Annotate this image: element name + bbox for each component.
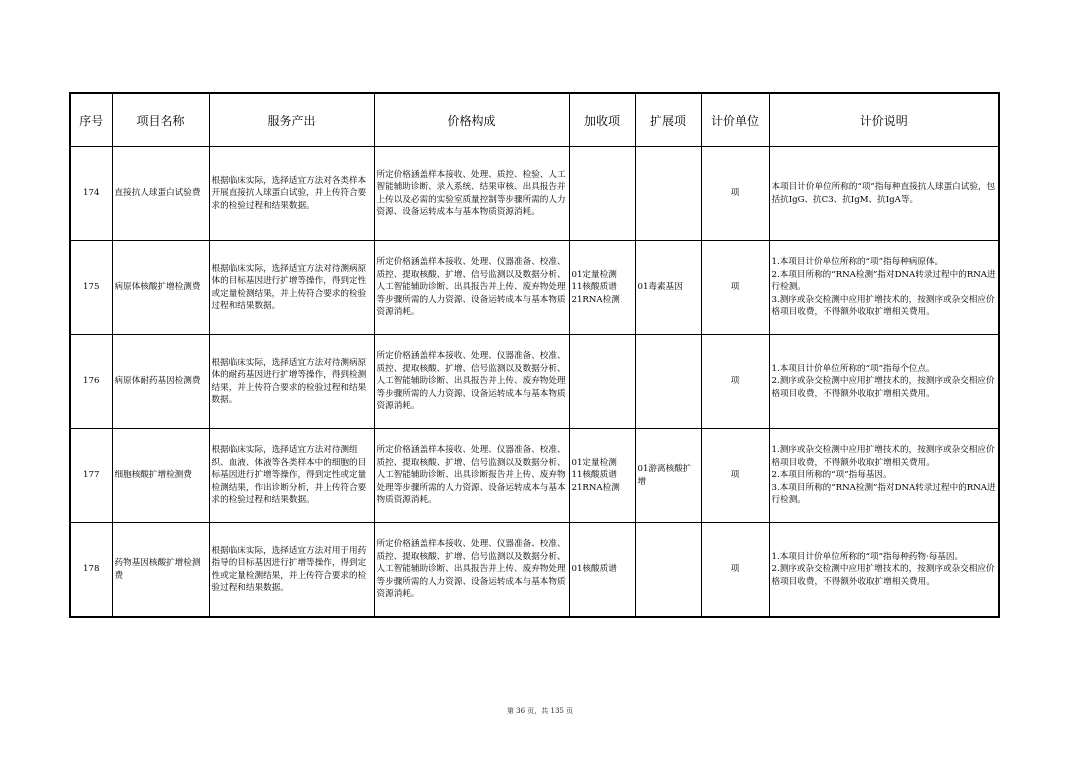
header-note: 计价说明 (769, 93, 999, 147)
cell-surcharge: 01定量检测 11核酸质谱 21RNA检测 (569, 429, 635, 523)
cell-price: 所定价格涵盖样本接收、处理、仪器准备、校准、质控、提取核酸、扩增、信号监测以及数据分析、人工智能辅助诊断、出具报告并上传、废弃物处理等步骤所需的人力资源、设备运转成本与基本物质资源消耗。 (374, 241, 569, 335)
cell-seq: 177 (70, 429, 112, 523)
cell-price: 所定价格涵盖样本接收、处理、仪器准备、校准、质控、提取核酸、扩增、信号监测以及数据分析、人工智能辅助诊断、出具诊断报告并上传、废弃物处理等步骤所需的人力资源、设备运转成本与基本物质资源消耗。 (374, 429, 569, 523)
table-row (70, 335, 999, 429)
cell-surcharge: 01定量检测 11核酸质谱 21RNA检测 (569, 241, 635, 335)
cell-seq: 176 (70, 335, 112, 429)
header-unit: 计价单位 (701, 93, 769, 147)
cell-output: 根据临床实际，选择适宜方法对待测组织、血液、体液等各类样本中的细胞的目标基因进行扩增等操作，得到定性或定量检测结果，作出诊断分析，并上传符合要求的检验过程和结果数据。 (209, 429, 374, 523)
cell-extension (635, 335, 701, 429)
header-name: 项目名称 (112, 93, 209, 147)
cell-extension: 01毒素基因 (635, 241, 701, 335)
cell-unit: 项 (701, 241, 769, 335)
header-extension: 扩展项 (635, 93, 701, 147)
cell-surcharge (569, 147, 635, 241)
cell-seq: 178 (70, 523, 112, 618)
cell-unit: 项 (701, 429, 769, 523)
cell-name: 病原体耐药基因检测费 (112, 335, 209, 429)
fee-schedule-table (69, 92, 1000, 618)
cell-output: 根据临床实际，选择适宜方法对各类样本开展直接抗人球蛋白试验，并上传符合要求的检验过程和结果数据。 (209, 147, 374, 241)
cell-surcharge (569, 335, 635, 429)
cell-extension: 01游离核酸扩增 (635, 429, 701, 523)
cell-note: 1.测序或杂交检测中应用扩增技术的，按测序或杂交相应价格项目收费，不得额外收取扩增相关费用。 2.本项目所称的“项”指每基因。 3.本项目所称的“RNA检测”指对DNA转录过程中的RNA进行检测。 (769, 429, 999, 523)
cell-seq: 174 (70, 147, 112, 241)
cell-price: 所定价格涵盖样本接收、处理、质控、检验、人工智能辅助诊断、录入系统、结果审核、出具报告并上传以及必需的实验室质量控制等步骤所需的人力资源、设备运转成本与基本物质资源消耗。 (374, 147, 569, 241)
cell-name: 直接抗人球蛋白试验费 (112, 147, 209, 241)
cell-extension (635, 147, 701, 241)
cell-unit: 项 (701, 523, 769, 618)
header-output: 服务产出 (209, 93, 374, 147)
cell-note: 1.本项目计价单位所称的“项”指每个位点。 2.测序或杂交检测中应用扩增技术的，按测序或杂交相应价格项目收费，不得额外收取扩增相关费用。 (769, 335, 999, 429)
table-row (70, 147, 999, 241)
cell-note: 1.本项目计价单位所称的“项”指每种病原体。 2.本项目所称的“RNA检测”指对DNA转录过程中的RNA进行检测。 3.测序或杂交检测中应用扩增技术的，按测序或杂交相应价格项目收费，不得额外收取扩增相关费用。 (769, 241, 999, 335)
cell-name: 病原体核酸扩增检测费 (112, 241, 209, 335)
cell-name: 药物基因核酸扩增检测费 (112, 523, 209, 618)
cell-unit: 项 (701, 147, 769, 241)
cell-note: 1.本项目计价单位所称的“项”指每种药物·每基因。 2.测序或杂交检测中应用扩增技术的，按测序或杂交相应价格项目收费，不得额外收取扩增相关费用。 (769, 523, 999, 618)
cell-output: 根据临床实际，选择适宜方法对待测病原体的目标基因进行扩增等操作，得到定性或定量检测结果，并上传符合要求的检验过程和结果数据。 (209, 241, 374, 335)
header-price: 价格构成 (374, 93, 569, 147)
page-number: 第 36 页，共 135 页 (506, 707, 574, 715)
cell-unit: 项 (701, 335, 769, 429)
table-row (70, 429, 999, 523)
cell-name: 细胞核酸扩增检测费 (112, 429, 209, 523)
cell-seq: 175 (70, 241, 112, 335)
header-row (70, 93, 999, 147)
cell-price: 所定价格涵盖样本接收、处理、仪器准备、校准、质控、提取核酸、扩增、信号监测以及数据分析、人工智能辅助诊断、出具报告并上传、废弃物处理等步骤所需的人力资源、设备运转成本与基本物质资源消耗。 (374, 523, 569, 618)
cell-extension (635, 523, 701, 618)
header-seq: 序号 (70, 93, 112, 147)
cell-note: 本项目计价单位所称的“项”指每种直接抗人球蛋白试验，包括抗IgG、抗C3、抗IgM、抗IgA等。 (769, 147, 999, 241)
cell-surcharge: 01核酸质谱 (569, 523, 635, 618)
header-surcharge: 加收项 (569, 93, 635, 147)
cell-price: 所定价格涵盖样本接收、处理、仪器准备、校准、质控、提取核酸、扩增、信号监测以及数据分析、人工智能辅助诊断、出具报告并上传、废弃物处理等步骤所需的人力资源、设备运转成本与基本物质资源消耗。 (374, 335, 569, 429)
table-row (70, 241, 999, 335)
cell-output: 根据临床实际，选择适宜方法对待测病原体的耐药基因进行扩增等操作，得到检测结果，并上传符合要求的检验过程和结果数据。 (209, 335, 374, 429)
cell-output: 根据临床实际，选择适宜方法对用于用药指导的目标基因进行扩增等操作，得到定性或定量检测结果，并上传符合要求的检验过程和结果数据。 (209, 523, 374, 618)
table-row (70, 523, 999, 618)
